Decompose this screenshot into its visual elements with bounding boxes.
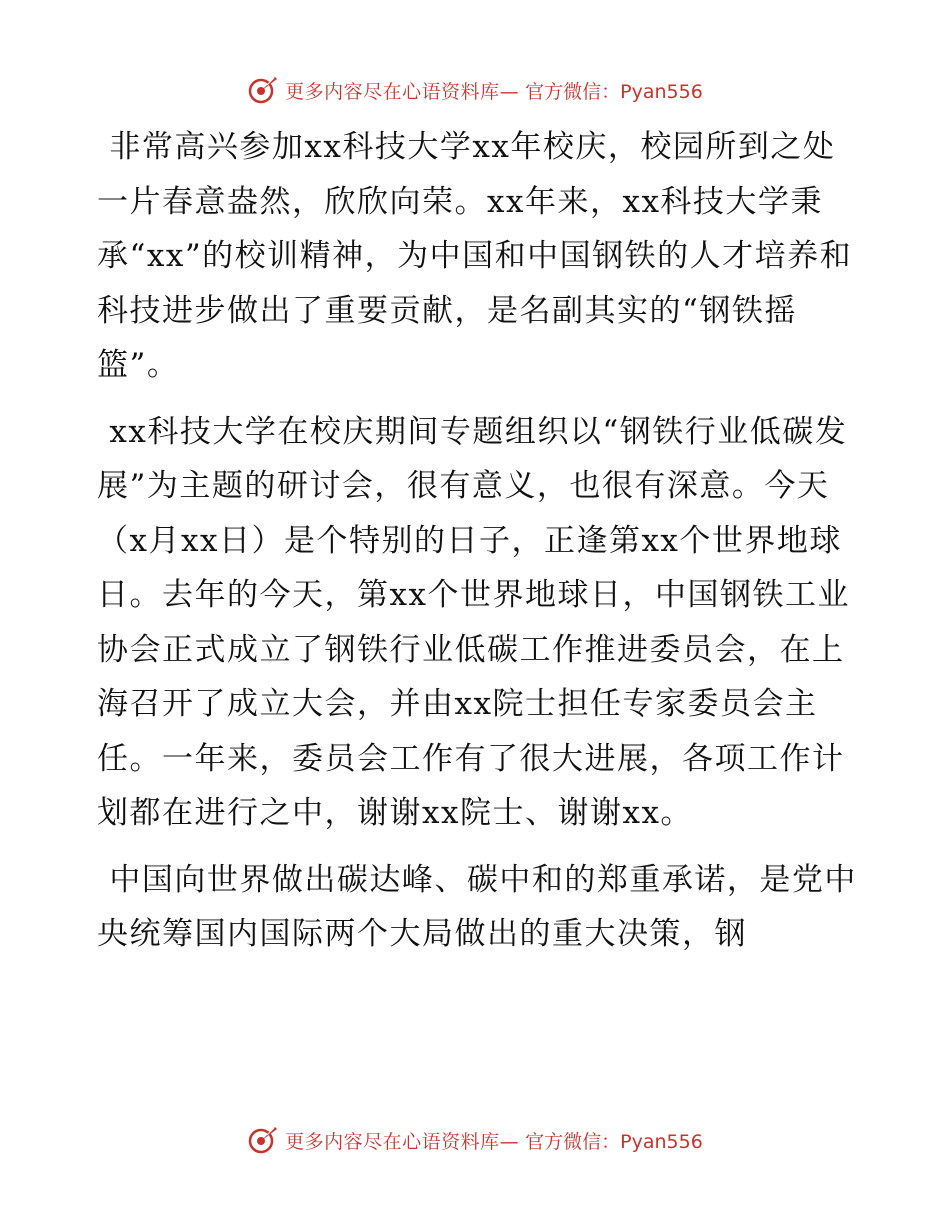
header-watermark-banner [0,70,950,110]
banner-site-text: 更多内容尽在心语资料库— [285,80,520,103]
footer-watermark-banner [0,1120,950,1160]
banner-wechat-text: 官方微信：Pyan556 [525,80,703,103]
banner-wechat-text: 官方微信：Pyan556 [525,1130,703,1153]
quill-pen-circle-icon [247,74,279,106]
document-body [97,120,867,962]
banner-site-text: 更多内容尽在心语资料库— [285,1130,520,1153]
paragraph-2: xx科技大学在校庆期间专题组织以“钢铁行业低碳发展”为主题的研讨会，很有意义，也很有深意。今天（x月xx日）是个特别的日子，正逢第xx个世界地球日。去年的今天，第xx个世界地球日，中国钢铁工业协会正式成立了钢铁行业低碳工作推进委员会，在上海召开了成立大会，并由xx院士担任专家委员会主任。一年来，委员会工作有了很大进展，各项工作计划都在进行之中，谢谢xx院士、谢谢xx。 [97,413,850,831]
paragraph-1: 非常高兴参加xx科技大学xx年校庆，校园所到之处一片春意盎然，欣欣向荣。xx年来，xx科技大学秉承“xx”的校训精神，为中国和中国钢铁的人才培养和科技进步做出了重要贡献，是名副其实的“钢铁摇篮”。 [97,129,853,383]
quill-pen-circle-icon [247,1124,279,1156]
paragraph-3: 中国向世界做出碳达峰、碳中和的郑重承诺，是党中央统筹国内国际两个大局做出的重大决策，钢 [97,861,857,952]
